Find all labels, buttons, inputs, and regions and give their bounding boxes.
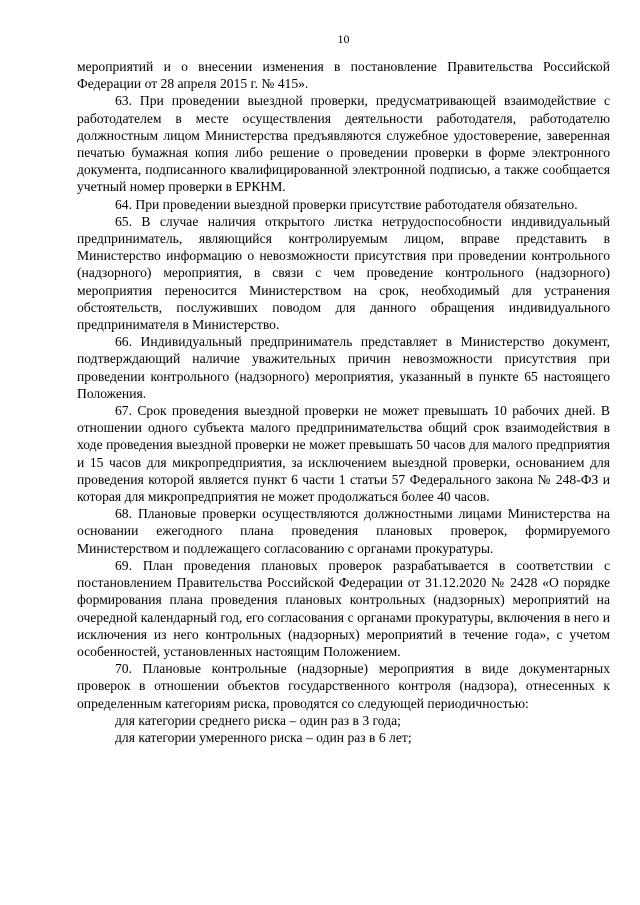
list-item-moderate-risk: для категории умеренного риска – один раз в 6 лет;: [115, 729, 412, 745]
paragraph-continuation: мероприятий и о внесении изменения в постановление Правительства Российской Федерации от 28 апреля 2015 г. № 415».: [77, 59, 610, 92]
paragraph-67: 67. Срок проведения выездной проверки не может превышать 10 рабочих дней. В отношении одного субъекта малого предпринимательства общий срок взаимодействия в ходе проведения выездной проверки не может превышать 50 часов для малого предприятия и 15 часов для микропредприятия, за исключением выездной проверки, основанием для проведения которой является пункт 6 части 1 статьи 57 Федерального закона № 248-ФЗ и которая для микропредприятия не может продолжаться более 40 часов.: [77, 403, 610, 505]
page-number: 10: [337, 32, 350, 46]
paragraph-64: 64. При проведении выездной проверки присутствие работодателя обязательно.: [115, 196, 578, 212]
document-body: [77, 58, 610, 746]
paragraph-70: 70. Плановые контрольные (надзорные) мероприятия в виде документарных проверок в отношении объектов государственного контроля (надзора), отнесенных к определенным категориям риска, проводятся со следующей периодичностью:: [77, 661, 610, 711]
list-item-medium-risk: для категории среднего риска – один раз в 3 года;: [115, 712, 401, 728]
paragraph-65: 65. В случае наличия открытого листка нетрудоспособности индивидуальный предприниматель, являющийся контролируемым лицом, вправе представить в Министерство информацию о невозможности присутствия при проведении контрольного (надзорного) мероприятия, в связи с чем проведение контрольного (надзорного) мероприятия переносится Министерством на срок, необходимый для устранения обстоятельств, послуживших поводом для данного обращения индивидуального предпринимателя в Министерство.: [77, 213, 610, 333]
paragraph-63: 63. При проведении выездной проверки, предусматривающей взаимодействие с работодателем в месте осуществления деятельности работодателя, работодателю должностным лицом Министерства предъявляются служебное удостоверение, заверенная печатью бумажная копия либо решение о проведении проверки в форме электронного документа, подписанного квалифицированной электронной подписью, а также сообщается учетный номер проверки в ЕРКНМ.: [77, 93, 610, 195]
paragraph-68: 68. Плановые проверки осуществляются должностными лицами Министерства на основании ежегодного плана проведения плановых проверок, формируемого Министерством и подлежащего согласованию с органами прокуратуры.: [77, 506, 610, 556]
document-page: [77, 32, 610, 746]
paragraph-66: 66. Индивидуальный предприниматель представляет в Министерство документ, подтверждающий наличие уважительных причин невозможности присутствия при проведении контрольного (надзорного) мероприятия, указанный в пункте 65 настоящего Положения.: [77, 334, 610, 401]
paragraph-69: 69. План проведения плановых проверок разрабатывается в соответствии с постановлением Правительства Российской Федерации от 31.12.2020 № 2428 «О порядке формирования плана проведения плановых контрольных (надзорных) мероприятий на очередной календарный год, его согласования с органами прокуратуры, включения в него и исключения из него контрольных (надзорных) мероприятий в течение года», с учетом особенностей, установленных настоящим Положением.: [77, 557, 610, 659]
